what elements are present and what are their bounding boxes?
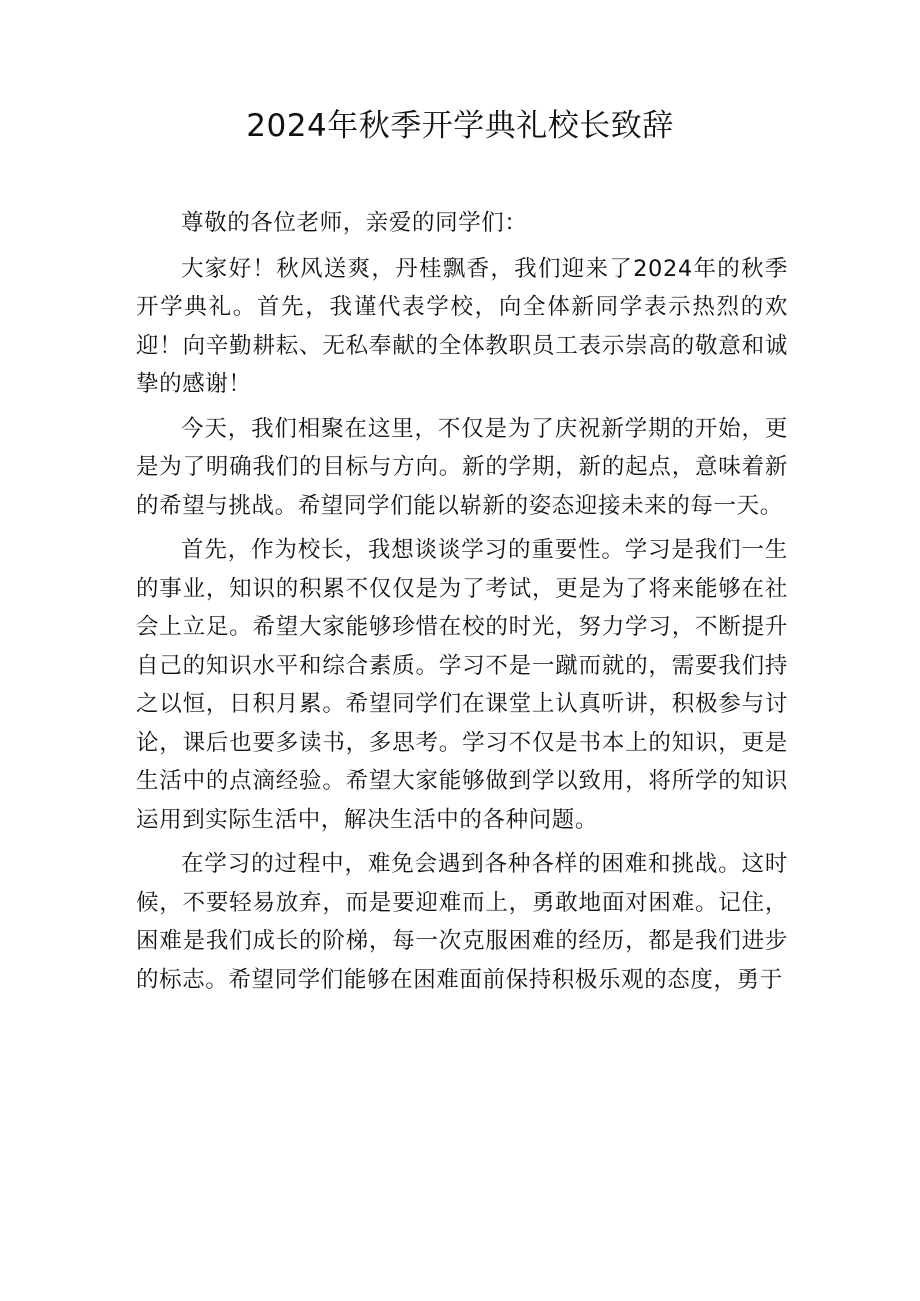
page-title: 2024年秋季开学典礼校长致辞	[246, 108, 674, 144]
paragraph-greeting: 大家好！秋风送爽，丹桂飘香，我们迎来了2024年的秋季开学典礼。首先，我谨代表学校，向全体新同学表示热烈的欢迎！向辛勤耕耘、无私奉献的全体教职员工表示崇高的敬意和诚挚的感谢！	[136, 255, 788, 397]
salutation: 尊敬的各位老师，亲爱的同学们：	[181, 210, 528, 236]
paragraph-purpose: 今天，我们相聚在这里，不仅是为了庆祝新学期的开始，更是为了明确我们的目标与方向。新的学期，新的起点，意味着新的希望与挑战。希望同学们能以崭新的姿态迎接未来的每一天。	[136, 415, 788, 519]
paragraph-learning: 首先，作为校长，我想谈谈学习的重要性。学习是我们一生的事业，知识的积累不仅仅是为了考试，更是为了将来能够在社会上立足。希望大家能够珍惜在校的时光，努力学习，不断提升自己的知识水平和综合素质。学习不是一蹴而就的，需要我们持之以恒，日积月累。希望同学们在课堂上认真听讲，积极参与讨论，课后也要多读书，多思考。学习不仅是书本上的知识，更是生活中的点滴经验。希望大家能够做到学以致用，将所学的知识运用到实际生活中，解决生活中的各种问题。	[136, 537, 788, 833]
speech-body	[136, 204, 788, 999]
paragraph-challenges: 在学习的过程中，难免会遇到各种各样的困难和挑战。这时候，不要轻易放弃，而是要迎难而上，勇敢地面对困难。记住，困难是我们成长的阶梯，每一次克服困难的经历，都是我们进步的标志。希望同学们能够在困难面前保持积极乐观的态度，勇于	[136, 851, 788, 993]
